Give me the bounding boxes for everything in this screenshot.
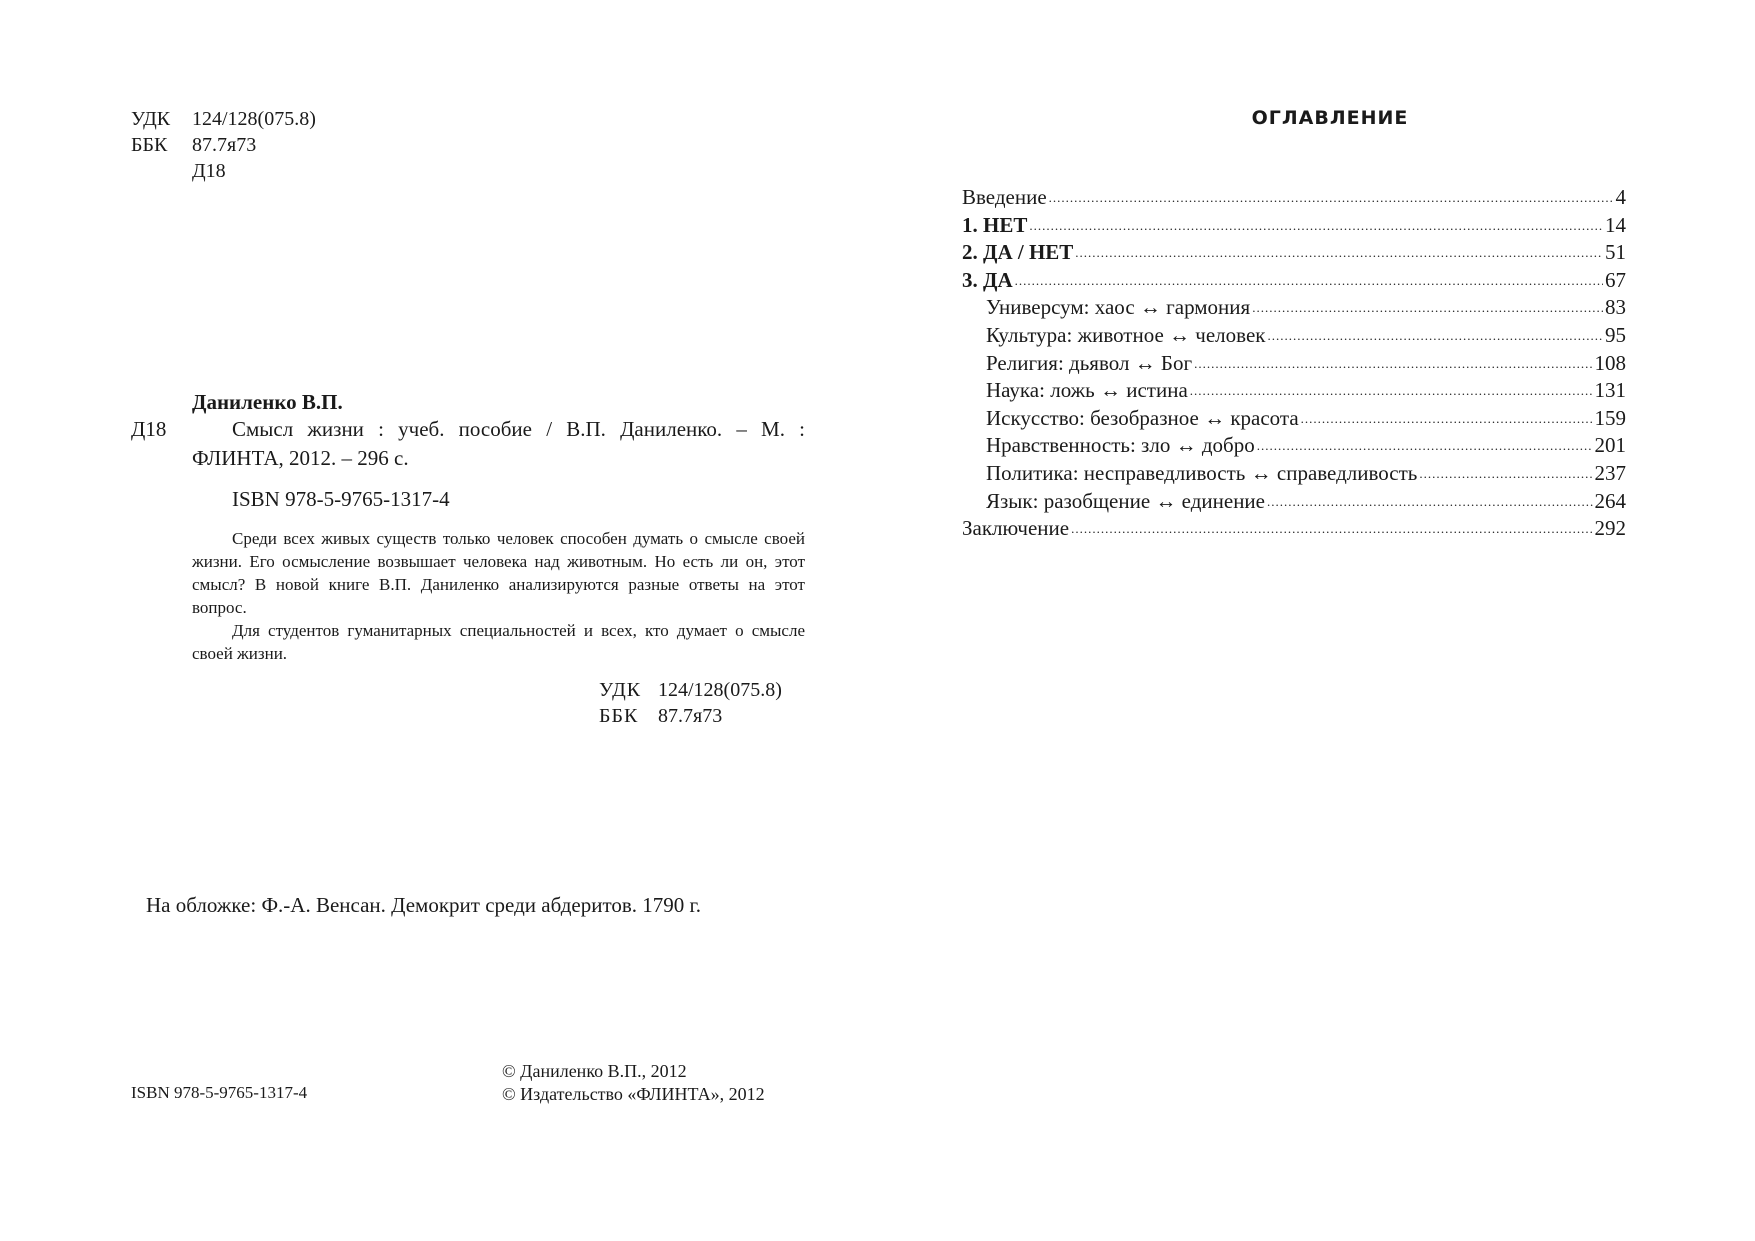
toc-entry[interactable] [962,377,1626,405]
toc-leader-dots [1015,267,1603,295]
toc-entry-page: 292 [1594,516,1626,541]
toc-entry-label: Универсум: хаос ↔ гармония [986,295,1251,320]
bbk-row [131,132,316,158]
right-page [877,0,1755,1241]
toc-entry[interactable] [962,184,1626,212]
author-code-row [131,158,316,184]
left-page [0,0,877,1241]
toc-entry-page: 4 [1615,185,1626,209]
toc-entry[interactable] [962,515,1626,543]
toc-entry-page: 67 [1605,267,1626,292]
toc-leader-dots [1267,322,1603,350]
toc-entry[interactable] [962,294,1626,322]
toc-entry[interactable] [962,212,1626,240]
toc-entry-label: 2. ДА / НЕТ [962,240,1074,265]
toc-leader-dots [1252,294,1603,322]
toc-entry-page: 95 [1605,322,1626,347]
toc-entry-label: Наука: ложь ↔ истина [986,378,1188,403]
udk-classification [131,106,316,184]
toc-entry[interactable] [962,267,1626,295]
biblio-title-line: Смысл жизни : учеб. пособие / В.П. Даниленко. – М. : [232,417,805,441]
toc-entry-page: 201 [1594,433,1626,458]
toc-leader-dots [1257,432,1593,460]
toc-entry[interactable] [962,432,1626,460]
toc-entry[interactable] [962,350,1626,378]
toc-entry-page: 237 [1594,460,1626,485]
toc-entry-label: Введение [962,185,1047,209]
biblio-code: Д18 [131,417,167,441]
toc-leader-dots [1075,239,1603,267]
biblio-description [131,415,811,473]
toc-entry-page: 131 [1594,378,1626,403]
toc-entry[interactable] [962,239,1626,267]
toc-entry-page: 14 [1605,212,1626,237]
toc-entry-page: 108 [1594,350,1626,375]
udk-key: УДК [131,108,171,130]
annotation-paragraph: Среди всех живых существ только человек способен думать о смысле своей жизни. Его осмысление возвышает человека над животным. Но есть ли он, этот смысл? В новой книге В.П. Даниленко анализируются разные ответы на этот вопрос. [192,529,805,617]
biblio-text [192,415,805,473]
toc-entry[interactable] [962,405,1626,433]
toc-entry-page: 51 [1605,240,1626,265]
bbk-value: 87.7я73 [658,705,723,727]
toc-entry-label: Культура: животное ↔ человек [986,322,1266,347]
toc-entry-label: Религия: дьявол ↔ Бог [986,350,1193,375]
toc-entry[interactable] [962,460,1626,488]
toc-entry-label: 3. ДА [962,267,1013,292]
toc-entry-page: 264 [1594,488,1626,513]
toc-entry-label: Заключение [962,516,1070,541]
toc-leader-dots [1049,184,1614,212]
isbn-bottom: ISBN 978-5-9765-1317-4 [131,1083,308,1102]
udk-value: 124/128(075.8) [658,679,782,701]
author-code-value: Д18 [192,160,226,182]
author-name: Даниленко В.П. [192,390,343,414]
copyright-publisher: © Издательство «ФЛИНТА», 2012 [502,1084,765,1104]
toc-title: ОГЛАВЛЕНИЕ [1251,107,1409,129]
toc-leader-dots [1194,350,1592,378]
annotation-paragraph: Для студентов гуманитарных специальностей и всех, кто думает о смысле своей жизни. [192,621,805,663]
biblio-publisher-line: ФЛИНТА, 2012. – 296 с. [192,446,409,470]
toc-entry-label: Нравственность: зло ↔ добро [986,433,1255,458]
toc-entry-label: 1. НЕТ [962,212,1028,237]
toc-leader-dots [1419,460,1592,488]
udk-value: 124/128(075.8) [192,108,316,130]
toc-entry-label: Язык: разобщение ↔ единение [986,488,1265,513]
bbk-value: 87.7я73 [192,134,257,156]
toc-entry-label: Политика: несправедливость ↔ справедливость [986,460,1418,485]
copyright [502,1060,765,1106]
author-code-key [131,158,192,184]
udk-bottom [599,677,811,729]
toc-entry[interactable] [962,322,1626,350]
toc-leader-dots [1267,488,1593,516]
toc-leader-dots [1190,377,1593,405]
bbk-row [599,703,811,729]
toc-leader-dots [1029,212,1603,240]
annotation [192,527,805,665]
udk-row [599,677,811,703]
udk-key: УДК [599,679,642,701]
udk-row [131,106,316,132]
copyright-author: © Даниленко В.П., 2012 [502,1061,687,1081]
toc-entry-page: 83 [1605,295,1626,320]
toc-entry-page: 159 [1594,405,1626,430]
toc-leader-dots [1301,405,1593,433]
toc-entry-label: Искусство: безобразное ↔ красота [986,405,1299,430]
bibliographic-record [131,389,811,729]
bbk-key: ББК [599,705,639,727]
table-of-contents [962,184,1626,543]
isbn: ISBN 978-5-9765-1317-4 [232,487,450,511]
bbk-key: ББК [131,134,168,156]
toc-leader-dots [1071,515,1592,543]
cover-note: На обложке: Ф.-А. Венсан. Демокрит среди абдеритов. 1790 г. [146,893,702,917]
toc-entry[interactable] [962,488,1626,516]
